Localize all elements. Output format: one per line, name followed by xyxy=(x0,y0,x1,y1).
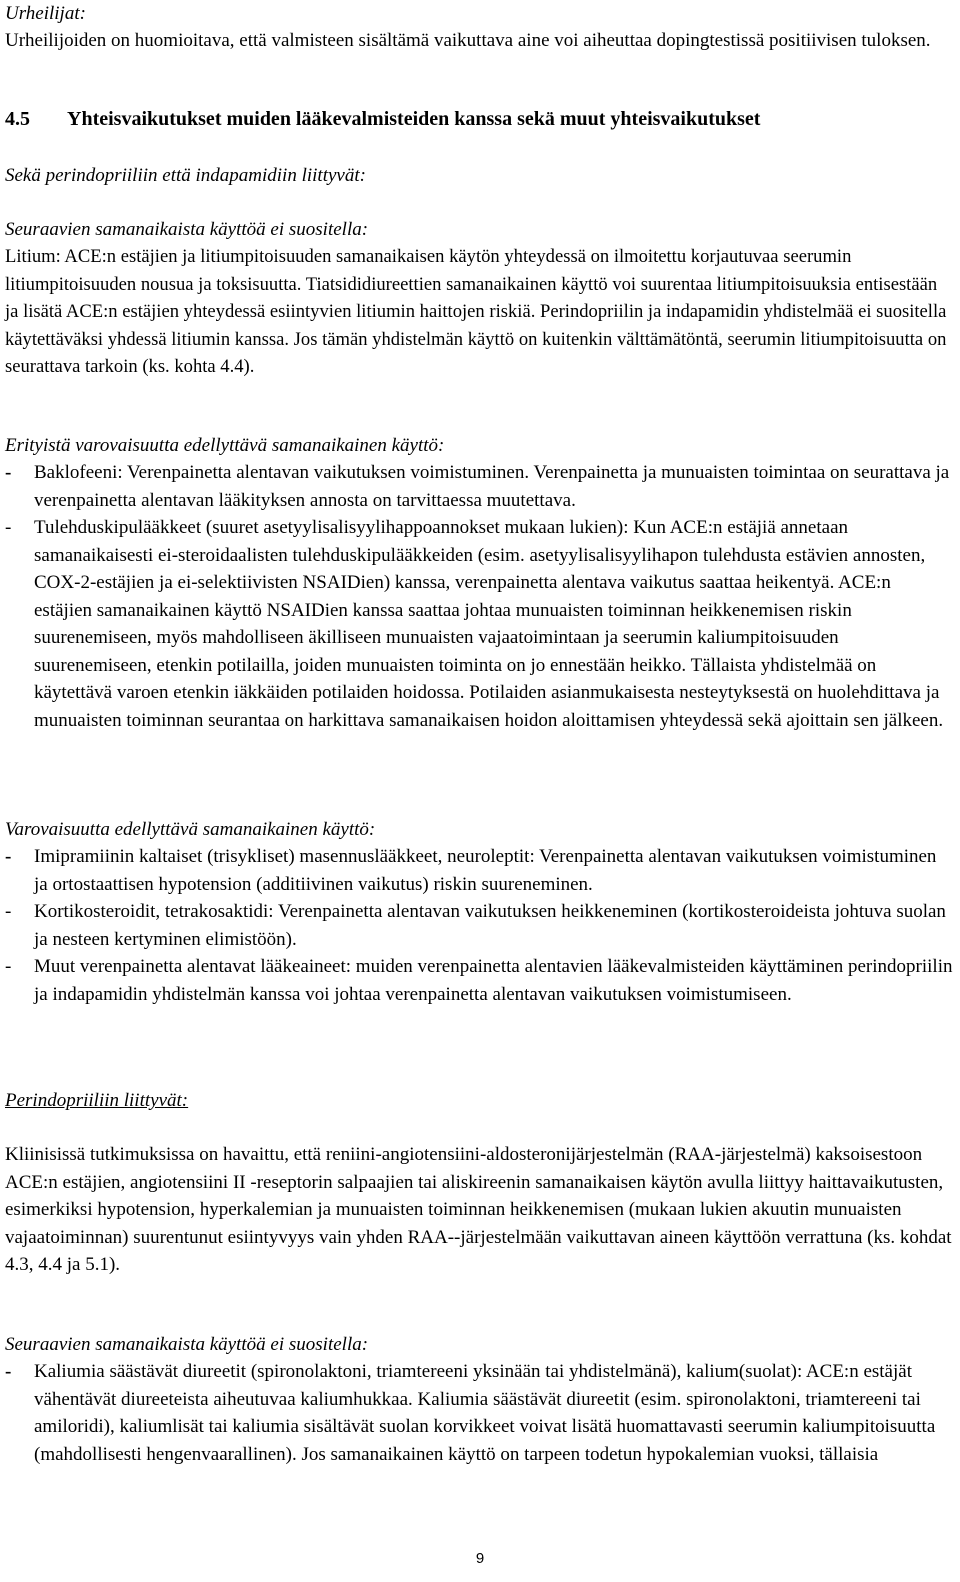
list-item-text: Muut verenpainetta alentavat lääkeaineet: muiden verenpainetta alentavien lääkevalmisteiden käyttäminen perindopriilin ja indapamidin yhdistelmän kanssa voi johtaa verenpainetta alentavan vaikutuksen voimistumiseen. xyxy=(34,956,953,1005)
subheading-not-recommended: Seuraavien samanaikaista käyttöä ei suositella: xyxy=(5,219,369,240)
perindopril-not-recommended-list xyxy=(5,1358,953,1468)
list-marker: - xyxy=(5,901,12,922)
subheading-special-caution: Erityistä varovaisuutta edellyttävä samanaikainen käyttö: xyxy=(5,435,445,456)
list-item xyxy=(5,843,953,898)
perindopril-paragraph: Kliinisissä tutkimuksissa on havaittu, että reniini-angiotensiini-aldosteronijärjestelmän (RAA-järjestelmä) kaksoisestoon ACE:n estäjien, angiotensiini II -reseptorin salpaajien tai aliskireenin samanaikaisen käytön avulla liittyy haittavaikutusten, esimerkiksi hypotension, hyperkalemian ja munuaisten toiminnan heikkenemisen (mukaan lukien akuutin munuaisten vajaatoiminnan) suurentunut esiintyvyys vain yhden RAA--järjestelmään vaikuttavan aineen käyttöön verrattuna (ks. kohdat 4.3, 4.4 ja 5.1). xyxy=(5,1144,952,1275)
list-item xyxy=(5,514,953,734)
section-title: Yhteisvaikutukset muiden lääkevalmisteiden kanssa sekä muut yhteisvaikutukset xyxy=(67,108,761,130)
list-item-text: Imipramiinin kaltaiset (trisykliset) masennuslääkkeet, neuroleptit: Verenpainetta alentavan vaikutuksen voimistuminen ja ortostaattisen hypotension (additiivinen vaikutus) riskin suureneminen. xyxy=(34,846,937,895)
athletes-text: Urheilijoiden on huomioitava, että valmisteen sisältämä vaikuttava aine voi aiheuttaa dopingtestissä positiivisen tuloksen. xyxy=(5,30,931,51)
list-marker: - xyxy=(5,846,12,867)
page-number: 9 xyxy=(475,1550,485,1567)
subheading-both: Sekä perindopriiliin että indapamidiin liittyvät: xyxy=(5,165,366,186)
list-marker: - xyxy=(5,956,12,977)
section-heading-4-5 xyxy=(5,106,760,134)
subheading-perindopril-not-recommended: Seuraavien samanaikaista käyttöä ei suositella: xyxy=(5,1334,369,1355)
section-number: 4.5 xyxy=(5,108,30,130)
list-marker: - xyxy=(5,517,12,538)
athletes-heading: Urheilijat: xyxy=(5,3,86,24)
lithium-paragraph: Litium: ACE:n estäjien ja litiumpitoisuuden samanaikaisen käytön yhteydessä on ilmoitettu korjautuvaa seerumin litiumpitoisuuden nousua ja toksisuutta. Tiatsididiureettien samanaikainen käyttö voi suurentaa litiumpitoisuuksia entisestään ja lisätä ACE:n estäjien yhteydessä esiintyvien litiumin haittojen riskiä. Perindopriilin ja indapamidin yhdistelmää ei suositella käytettäväksi yhdessä litiumin kanssa. Jos tämän yhdistelmän käyttö on kuitenkin välttämätöntä, seerumin litiumpitoisuutta on seurattava tarkoin (ks. kohta 4.4). xyxy=(5,246,947,377)
subheading-caution: Varovaisuutta edellyttävä samanaikainen käyttö: xyxy=(5,819,376,840)
list-item xyxy=(5,1358,953,1468)
list-item xyxy=(5,459,953,514)
list-item-text: Kortikosteroidit, tetrakosaktidi: Verenpainetta alentavan vaikutuksen heikkeneminen (kortikosteroideista johtuva suolan ja nesteen kertyminen elimistöön). xyxy=(34,901,946,950)
caution-list xyxy=(5,843,953,1008)
subheading-perindopril: Perindopriiliin liittyvät: xyxy=(5,1090,189,1111)
list-item xyxy=(5,953,953,1008)
list-marker: - xyxy=(5,462,12,483)
list-item-text: Baklofeeni: Verenpainetta alentavan vaikutuksen voimistuminen. Verenpainetta ja munuaisten toimintaa on seurattava ja verenpainetta alentavan lääkityksen annosta on tarvittaessa muutettava. xyxy=(34,462,950,511)
special-caution-list xyxy=(5,459,953,734)
list-item-text: Kaliumia säästävät diureetit (spironolaktoni, triamtereeni yksinään tai yhdistelmänä), kalium(suolat): ACE:n estäjät vähentävät diureeteista aiheutuvaa kaliumhukkaa. Kaliumia säästävät diureetit (esim. spironolaktoni, triamtereeni tai amiloridi), kaliumlisät tai kaliumia sisältävät suolan korvikkeet voivat lisätä huomattavasti seerumin kaliumpitoisuutta (mahdollisesti hengenvaarallinen). Jos samanaikainen käyttö on tarpeen todetun hypokalemian vuoksi, tällaisia xyxy=(34,1361,936,1465)
list-item xyxy=(5,898,953,953)
list-item-text: Tulehduskipulääkkeet (suuret asetyylisalisyylihappoannokset mukaan lukien): Kun ACE:n estäjiä annetaan samanaikaisesti ei-steroidaalisten tulehduskipulääkkeiden (esim. asetyylisalisyylihapon tulehdusta estävien annosten, COX-2-estäjien ja ei-selektiivisten NSAIDien) kanssa, verenpainetta alentava vaikutus saattaa heikentyä. ACE:n estäjien samanaikainen käyttö NSAIDien kanssa saattaa johtaa munuaisten toiminnan heikkenemisen riskin suurenemiseen, myös mahdolliseen äkilliseen munuaisten vajaatoimintaan ja seerumin kaliumpitoisuuden suurenemiseen, etenkin potilailla, joiden munuaisten toiminta on jo ennestään heikko. Tällaista yhdistelmää on käytettävä varoen etenkin iäkkäiden potilaiden hoidossa. Potilaiden asianmukaisesta nesteytyksestä on huolehdittava ja munuaisten toiminnan seurantaa on harkittava samanaikaisen hoidon aloittamisen yhteydessä sekä ajoittain sen jälkeen. xyxy=(34,517,944,731)
list-marker: - xyxy=(5,1361,12,1382)
